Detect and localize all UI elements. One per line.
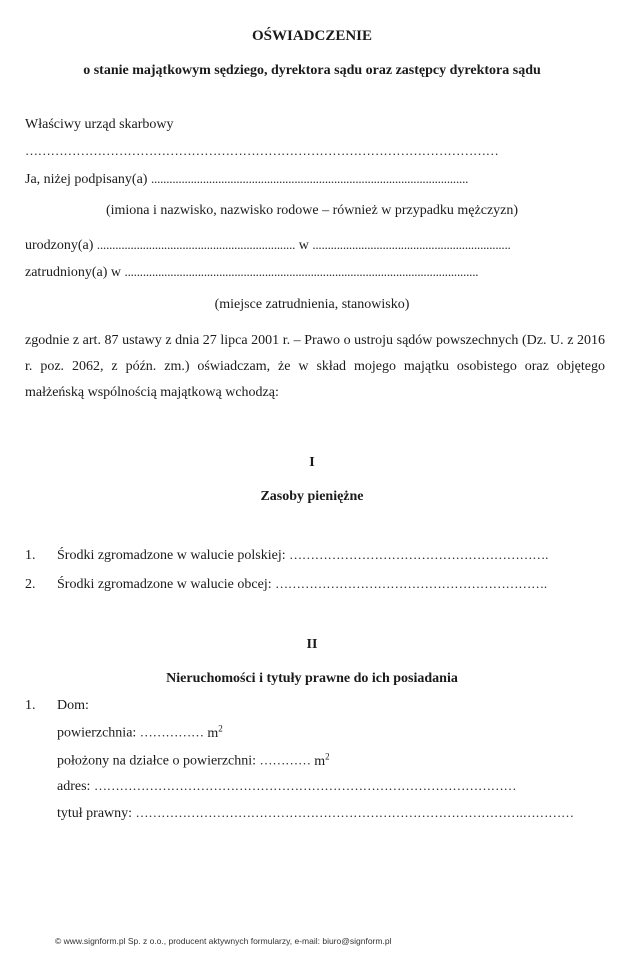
page-title: OŚWIADCZENIE (251, 28, 373, 44)
name-caption: (imiona i nazwisko, nazwisko rodowe – również w przypadku mężczyzn) (105, 203, 519, 218)
employed-field[interactable]: .................................................................................................................... (124, 264, 479, 279)
plot-label: położony na działce o powierzchni: (57, 753, 257, 769)
legal-title-field[interactable]: ……………………………………………………………………………….………… (135, 805, 574, 820)
section-1-numeral: I (309, 455, 315, 470)
area-field[interactable]: …………… (139, 724, 204, 740)
item-number: 1. (25, 548, 36, 563)
employed-label: zatrudniony(a) w (25, 265, 122, 280)
page-subtitle: o stanie majątkowym sędziego, dyrektora sądu oraz zastępcy dyrektora sądu (83, 63, 541, 78)
name-label: Ja, niżej podpisany(a) (25, 172, 148, 187)
statement-paragraph: zgodnie z art. 87 ustawy z dnia 27 lipca 2001 r. – Prawo o ustroju sądów powszechnych (Dz. U. z 2016 r. poz. 2062, z późn. zm.) oświadczam, że w skład mojego majątku osobistego oraz objętego małżeńską wspólnością majątkową wchodzą: (25, 333, 605, 400)
born-place-field[interactable]: ................................................................. (312, 237, 511, 252)
born-label: urodzony(a) (25, 238, 94, 253)
item-label: Środki zgromadzone w walucie polskiej: (57, 548, 286, 563)
employed-row (25, 264, 478, 281)
plot-area-field[interactable]: ………… (259, 752, 311, 768)
plot-unit: $m^2$ (314, 751, 330, 769)
employed-caption: (miejsce zatrudnienia, stanowisko) (214, 297, 410, 312)
tax-office-label: Właściwy urząd skarbowy (25, 117, 174, 132)
foreign-funds-field[interactable]: ………………………………………………………. (275, 576, 547, 591)
item-number: 2. (25, 577, 36, 592)
house-item (25, 698, 89, 714)
section-1-title: Zasoby pieniężne (260, 489, 364, 504)
area-label: powierzchnia: (57, 725, 137, 741)
item-number: 1. (25, 698, 36, 713)
section-2-title: Nieruchomości i tytuły prawne do ich posiadania (166, 671, 458, 686)
tax-office-field[interactable]: ………………………………………………………………………………………………… (25, 143, 499, 158)
address-row (57, 778, 516, 795)
list-item (25, 576, 547, 593)
address-label: adres: (57, 779, 91, 794)
plot-row (57, 751, 330, 770)
legal-title-row (57, 805, 574, 822)
born-date-field[interactable]: ................................................................. (96, 237, 296, 252)
born-row (25, 237, 511, 254)
legal-title-label: tytuł prawny: (57, 806, 133, 821)
area-unit: $m^2$ (207, 723, 223, 741)
pln-funds-field[interactable]: ……………………………………………………. (289, 547, 549, 562)
item-label: Środki zgromadzone w walucie obcej: (57, 577, 272, 592)
name-field[interactable]: ........................................................................................................ (150, 171, 469, 186)
footer-copyright: © www.signform.pl Sp. z o.o., producent aktywnych formularzy, e-mail: biuro@signform.pl (55, 936, 392, 946)
address-field[interactable]: ……………………………………………………………………………………… (93, 778, 517, 793)
house-label: Dom: (57, 698, 89, 713)
name-row (25, 171, 468, 188)
list-item (25, 547, 548, 564)
born-in-label: w (298, 238, 309, 253)
area-row (57, 723, 223, 742)
section-2-numeral: II (306, 637, 318, 652)
